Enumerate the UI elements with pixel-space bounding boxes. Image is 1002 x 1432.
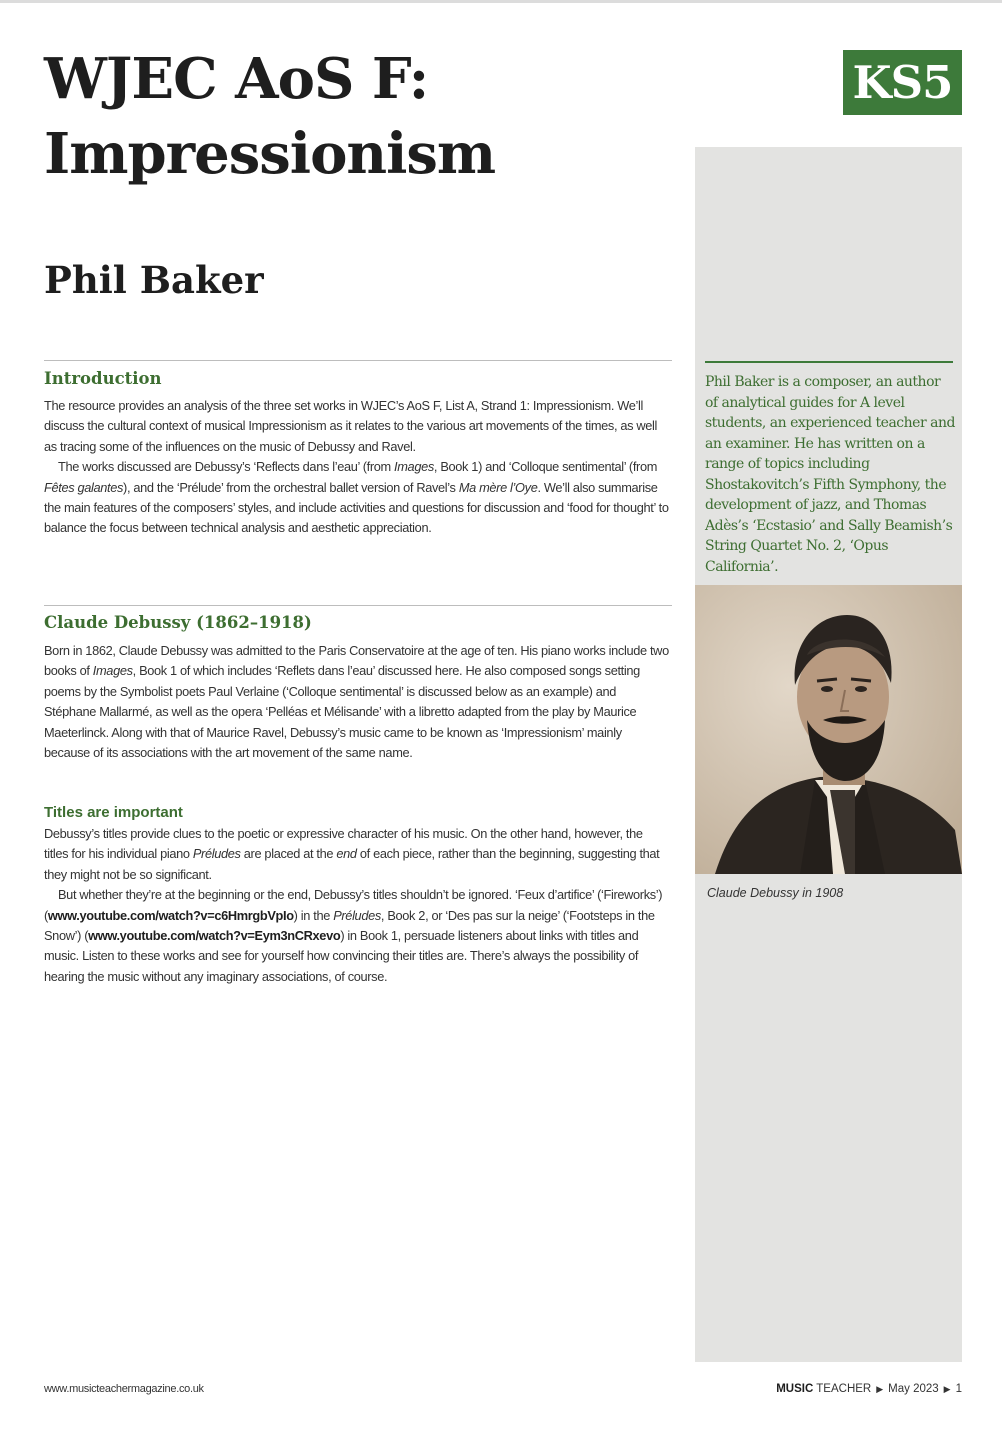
introduction-body [44,396,670,539]
arrow-right-icon: ▶ [876,1383,884,1394]
page-number: 1 [955,1383,962,1395]
titles-body [44,824,670,987]
section-heading-introduction: Introduction [44,369,162,388]
titles-paragraph: Debussy’s titles provide clues to the poetic or expressive character of his music. On the other hand, however, the titles for his individual piano Préludes are placed at the end of each piece, rather than the beginning, suggesting that they might not be so significant. [44,826,660,882]
titles-paragraph: But whether they’re at the beginning or the end, Debussy’s titles shouldn’t be ignored. ‘Feux d’artifice’ (‘Fireworks’) (www.youtube.com/watch?v=c6HmrgbVpIo) in the Préludes, Book 2, or ‘Des pas sur la neige’ (‘Footsteps in the Snow’) (www.youtube.com/watch?v=Eym3nCRxevo) in Book 1, persuade listeners about links with titles and music. Listen to these works and see for yourself how convincing their titles are. There’s always the possibility of hearing the music without any imaginary associations, of course. [44,887,663,984]
section-divider [44,605,672,606]
level-badge: KS5 [843,50,962,115]
subheading-titles: Titles are important [44,804,183,821]
footer-issue: May 2023 [888,1383,939,1395]
author-name: Phil Baker [44,258,264,302]
footer-publication [776,1383,962,1395]
section-divider [44,360,672,361]
footer-brand: TEACHER [816,1383,872,1395]
arrow-right-icon: ▶ [943,1383,951,1394]
youtube-link-feux-dartifice[interactable]: www.youtube.com/watch?v=c6HmrgbVpIo [47,907,294,923]
debussy-body [44,641,670,763]
page-title [44,42,664,192]
portrait-illustration [695,585,962,874]
bio-divider [705,361,953,363]
author-bio: Phil Baker is a composer, an author of analytical guides for A level students, an experienced teacher and an examiner. He has written on a range of topics including Shostakovitch’s Fifth Symphony, the development of jazz, and Thomas Adès’s ‘Ecstasio’ and Sally Beamish’s String Quartet No. 2, ‘Opus California’. [705,374,955,575]
footer-website[interactable]: www.musicteachermagazine.co.uk [44,1383,204,1395]
youtube-link-des-pas-sur-la-neige[interactable]: www.youtube.com/watch?v=Eym3nCRxevo [88,928,341,944]
introduction-paragraph: The works discussed are Debussy’s ‘Reflects dans l’eau’ (from Images, Book 1) and ‘Colloque sentimental’ (from Fêtes galantes), and the ‘Prélude’ from the orchestral ballet version of Ravel’s Ma mère l’Oye. We’ll also summarise the main features of the composers’ styles, and include activities and questions for discussion and ‘food for thought’ to balance the focus between technical analysis and aesthetic appreciation. [44,459,669,536]
footer-brand-bold: MUSIC [776,1383,814,1395]
introduction-paragraph: The resource provides an analysis of the three set works in WJEC’s AoS F, List A, Strand 1: Impressionism. We’ll discuss the cultural context of musical Impressionism as it relates to the various art movements of the times, as well as tracing some of the influences on the music of Debussy and Ravel. [44,398,658,454]
debussy-portrait [695,585,962,874]
title-line-2: Impressionism [44,121,496,187]
photo-caption: Claude Debussy in 1908 [707,886,844,900]
top-border [0,0,1002,3]
title-line-1: WJEC AoS F: [44,46,429,112]
debussy-paragraph: Born in 1862, Claude Debussy was admitted to the Paris Conservatoire at the age of ten. His piano works include two books of Images, Book 1 of which includes ‘Reflets dans l’eau’ discussed here. He also composed songs setting poems by the Symbolist poets Paul Verlaine (‘Colloque sentimental’ is discussed below as an example) and Stéphane Mallarmé, as well as the opera ‘Pelléas et Mélisande’ with a libretto adapted from the play by Maurice Maeterlinck. Along with that of Maurice Ravel, Debussy’s music came to be known as ‘Impressionism’ mainly because of its associations with the art movement of the same name. [44,643,669,761]
section-heading-debussy: Claude Debussy (1862–1918) [44,613,312,632]
